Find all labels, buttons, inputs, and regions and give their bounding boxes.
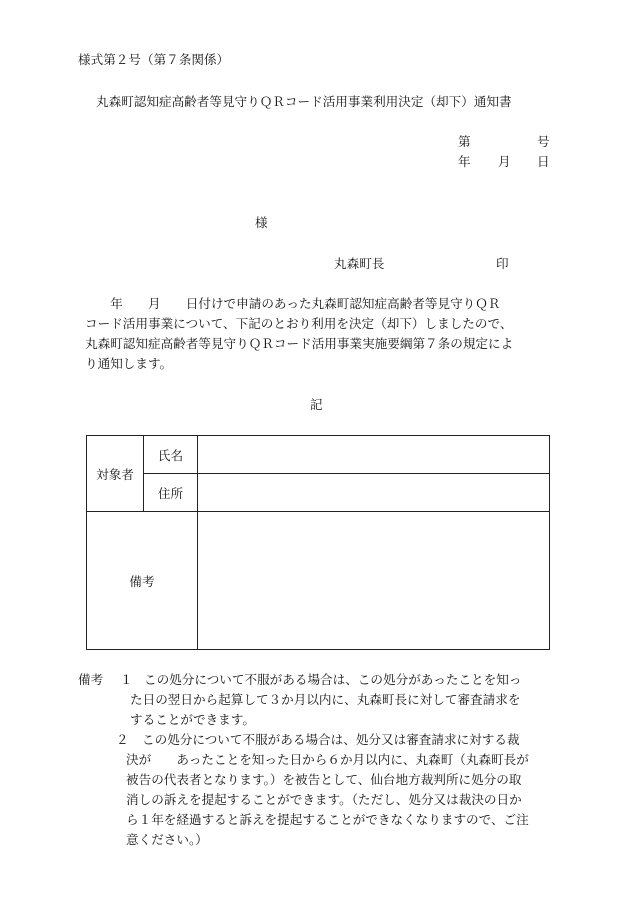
note-line: することができます。 — [130, 712, 255, 727]
date-month: 月 — [498, 154, 511, 169]
notification-body — [85, 294, 563, 374]
date-year: 年 — [458, 154, 471, 169]
body-line: 年 月 日付けで申請のあった丸森町認知症高齢者等見守りＱＲ — [85, 296, 501, 311]
note-line: 意ください。） — [126, 832, 208, 847]
note-line: この処分について不服がある場合は、この処分があったことを知っ — [144, 672, 522, 687]
address-value-cell[interactable] — [198, 474, 550, 512]
remarks-label: 備考 — [87, 512, 198, 650]
body-line: 丸森町認知症高齢者等見守りＱＲコード活用事業実施要綱第７条の規定によ — [85, 336, 514, 351]
notes-section — [78, 669, 568, 849]
doc-number-suffix: 号 — [537, 134, 550, 149]
note-line: この処分について不服がある場合は、処分又は審査請求に対する裁 — [142, 732, 520, 747]
document-title: 丸森町認知症高齢者等見守りＱＲコード活用事業利用決定（却下）通知書 — [96, 94, 512, 109]
note-line: ら１年を経過すると訴えを提起することができなくなりますので、ご注 — [126, 812, 529, 827]
note-line: 決が あったことを知った日から６か月以内に、丸森町（丸森町長が — [126, 752, 529, 767]
note-line: 消しの訴えを提起することができます。（ただし、処分又は裁決の日か — [126, 792, 522, 807]
notes-heading: 備考 — [78, 672, 104, 687]
note-line: た日の翌日から起算して３か月以内に、丸森町長に対して審査請求を — [130, 692, 521, 707]
doc-number-prefix: 第 — [458, 134, 471, 149]
subject-label: 対象者 — [87, 436, 144, 512]
date-day: 日 — [537, 154, 550, 169]
name-label: 氏名 — [144, 436, 198, 474]
issuer-title: 丸森町長 — [334, 256, 385, 271]
subject-table — [86, 435, 550, 650]
ki-heading: 記 — [310, 397, 323, 412]
note-line: 被告の代表者となります。）を被告として、仙台地方裁判所に処分の取 — [126, 772, 522, 787]
body-line: コード活用事業について、下記のとおり利用を決定（却下）しましたので、 — [85, 316, 513, 331]
note-item — [78, 669, 568, 689]
form-label: 様式第２号（第７条関係） — [78, 52, 230, 67]
body-line: り通知します。 — [85, 356, 173, 371]
seal-mark: 印 — [496, 256, 509, 271]
note-item — [78, 729, 568, 749]
address-label: 住所 — [144, 474, 198, 512]
note-number: １ — [120, 672, 133, 687]
remarks-value-cell[interactable] — [198, 512, 550, 650]
note-number: ２ — [116, 732, 129, 747]
name-value-cell[interactable] — [198, 436, 550, 474]
addressee-suffix: 様 — [255, 215, 268, 230]
